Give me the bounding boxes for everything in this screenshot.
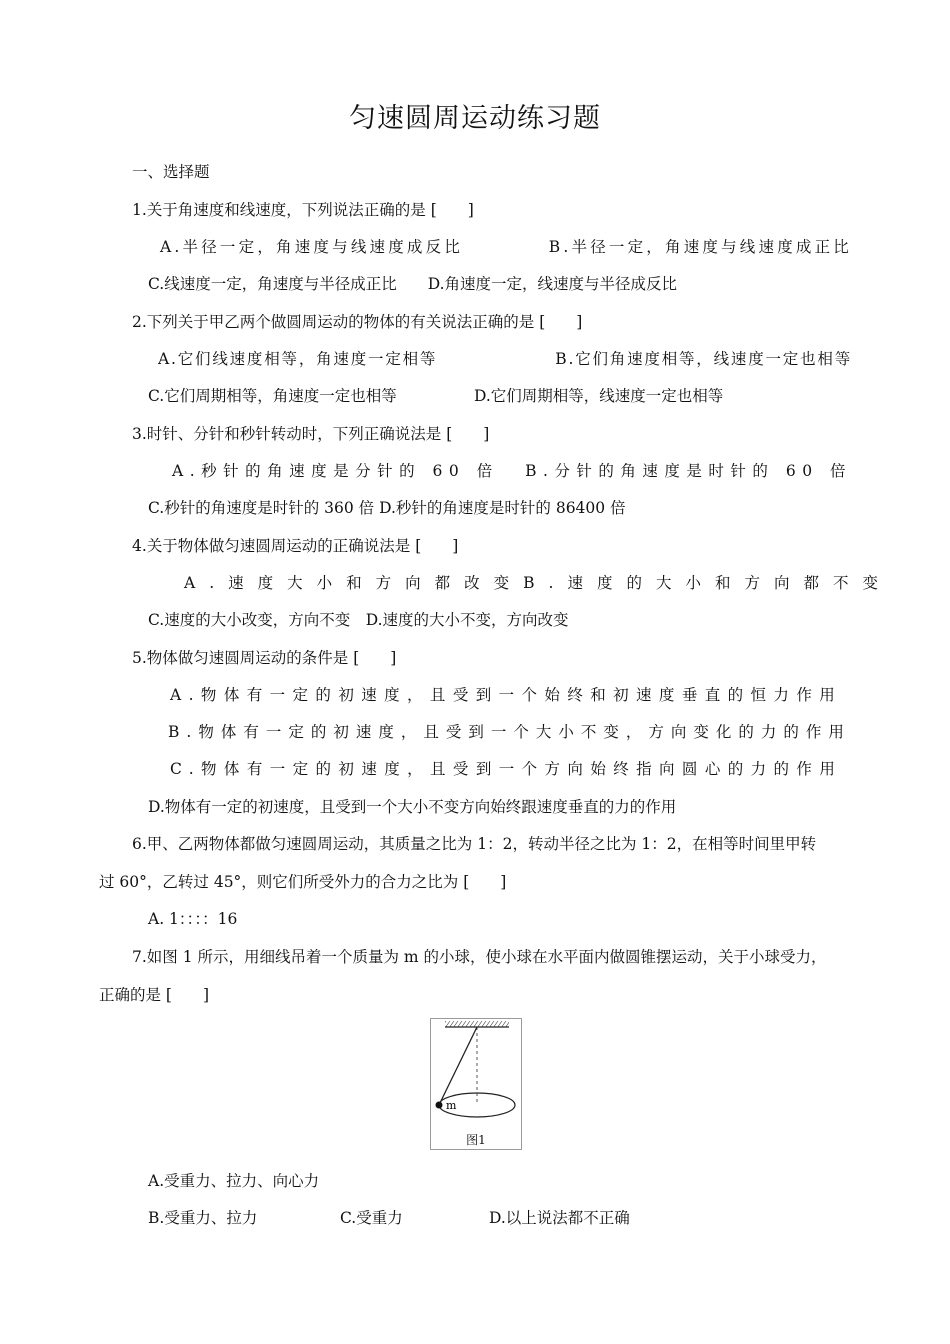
question-2-option-d: D.它们周期相等，线速度一定也相等 (474, 387, 724, 405)
question-3-options-cd: C.秒针的角速度是时针的 360 倍 D.秒针的角速度是时针的 86400 倍 (148, 499, 626, 517)
page-title: 匀速圆周运动练习题 (349, 103, 601, 134)
question-1-stem: 1.关于角速度和线速度，下列说法正确的是 [ ] (132, 201, 474, 219)
question-2-option-a: A.它们线速度相等，角速度一定相等 (158, 350, 438, 368)
figure-caption: 图1 (466, 1133, 486, 1147)
question-5-option-c: C.物体有一定的初速度，且受到一个方向始终指向圆心的力的作用 (170, 760, 843, 778)
question-2-option-b: B.它们角速度相等，线速度一定也相等 (555, 350, 852, 368)
question-7-stem-line-2: 正确的是 [ ] (99, 986, 210, 1004)
ball (436, 1102, 443, 1109)
question-3-stem: 3.时针、分针和秒针转动时，下列正确说法是 [ ] (132, 425, 490, 443)
question-7-option-c: C.受重力 (340, 1209, 403, 1227)
question-2-option-c: C.它们周期相等，角速度一定也相等 (148, 387, 397, 405)
question-6-stem-line-1: 6.甲、乙两物体都做匀速圆周运动，其质量之比为 1：2，转动半径之比为 1：2，在相等时间里甲转 (132, 835, 817, 853)
question-2-stem: 2.下列关于甲乙两个做圆周运动的物体的有关说法正确的是 [ ] (132, 313, 583, 331)
question-3-options-ab (172, 461, 852, 481)
question-6-option-a: A. 1：：：：16 (148, 910, 238, 928)
question-1-option-b: B.半径一定，角速度与线速度成正比 (548, 238, 852, 256)
conical-pendulum-figure (430, 1018, 522, 1150)
question-1-options-ab (160, 237, 852, 257)
question-7-option-d: D.以上说法都不正确 (489, 1209, 630, 1227)
question-4-option-b: B.速度的大小和方向都不变 (523, 574, 892, 592)
ceiling-hatch (445, 1021, 509, 1027)
question-3-option-b: B.分针的角速度是时针的 60 倍 (525, 462, 852, 480)
question-5-option-a: A.物体有一定的初速度，且受到一个始终和初速度垂直的恒力作用 (170, 686, 843, 704)
question-3-option-a: A.秒针的角速度是分针的 60 倍 (172, 462, 499, 480)
question-1-options-cd: C.线速度一定，角速度与半径成正比 D.角速度一定，线速度与半径成反比 (148, 275, 678, 293)
question-4-option-a: A.速度大小和方向都改变 (184, 574, 524, 592)
question-1-option-a: A.半径一定，角速度与线速度成反比 (160, 238, 464, 256)
question-5-option-b: B.物体有一定的初速度，且受到一个大小不变，方向变化的力的作用 (168, 723, 851, 741)
section-heading: 一、选择题 (132, 163, 210, 181)
question-6-stem-line-2: 过 60°，乙转过 45°，则它们所受外力的合力之比为 [ ] (99, 873, 507, 891)
question-5-stem: 5.物体做匀速圆周运动的条件是 [ ] (132, 649, 397, 667)
conical-pendulum-diagram (431, 1019, 521, 1129)
question-7-option-b: B.受重力、拉力 (148, 1209, 258, 1227)
question-2-options-ab (158, 349, 852, 369)
question-4-options-cd: C.速度的大小改变，方向不变 D.速度的大小不变，方向改变 (148, 611, 569, 629)
question-5-option-d: D.物体有一定的初速度，且受到一个大小不变方向始终跟速度垂直的力的作用 (148, 798, 677, 816)
question-4-stem: 4.关于物体做匀速圆周运动的正确说法是 [ ] (132, 537, 459, 555)
question-7-option-a: A.受重力、拉力、向心力 (148, 1172, 320, 1190)
mass-label: m (446, 1099, 457, 1112)
question-7-stem-line-1: 7.如图 1 所示，用细线吊着一个质量为 m 的小球，使小球在水平面内做圆锥摆运动，关于小球受力， (132, 948, 827, 966)
question-4-options-ab (184, 573, 892, 593)
